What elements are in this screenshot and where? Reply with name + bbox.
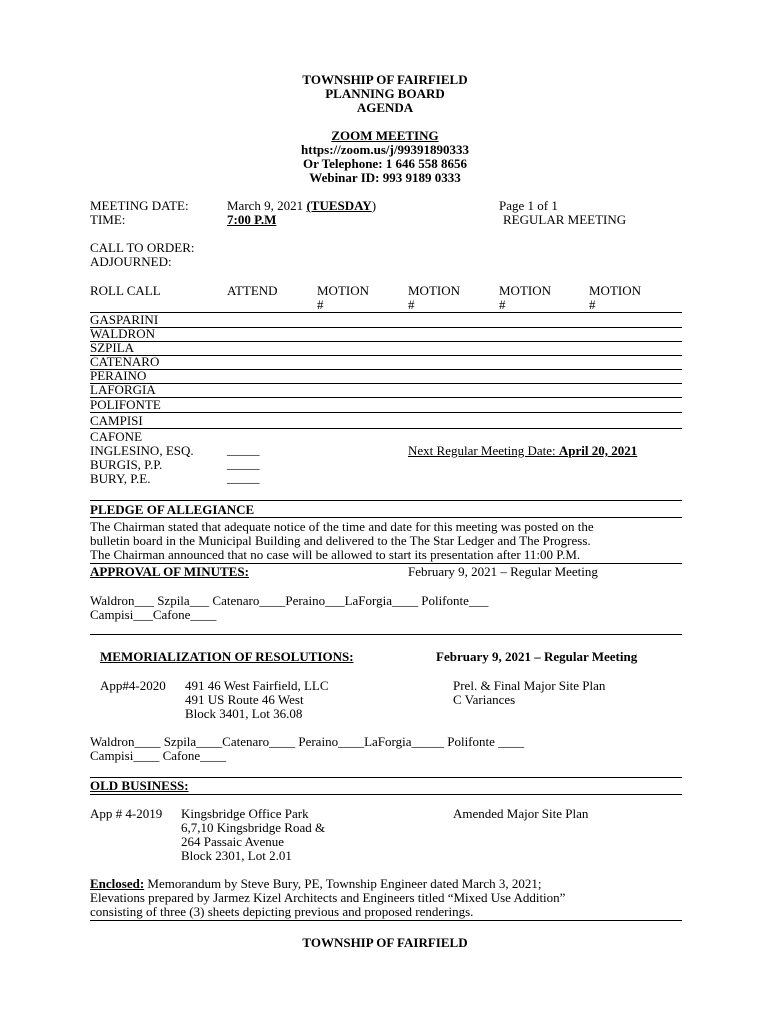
pledge-text-2: bulletin board in the Municipal Building and delivered to the The Star Ledger and The Progress.	[90, 533, 591, 548]
attend-blank-burgis: _____	[227, 456, 260, 471]
rule-row	[90, 369, 682, 370]
roll-call-label: ROLL CALL	[90, 283, 161, 298]
member-peraino: PERAINO	[90, 368, 147, 383]
page-number: Page 1 of 1	[499, 198, 558, 213]
old-business-address-1: 6,7,10 Kingsbridge Road &	[181, 820, 326, 835]
attend-blank-inglesino: _____	[227, 442, 260, 457]
enclosed-line-2: Elevations prepared by Jarmez Kizel Architects and Engineers titled “Mixed Use Addition”	[90, 890, 566, 905]
board-title: PLANNING BOARD	[325, 86, 445, 101]
memorialization-app-no: App#4-2020	[100, 678, 166, 693]
rule-row	[90, 355, 682, 356]
member-campisi: CAMPISI	[90, 413, 143, 428]
old-business-address-2: 264 Passaic Avenue	[181, 834, 285, 849]
motion-hash-2: #	[408, 297, 415, 312]
member-gasparini: GASPARINI	[90, 312, 159, 327]
adjourned: ADJOURNED:	[90, 254, 172, 269]
attend-blank-bury: _____	[227, 470, 260, 485]
minutes-vote-2: Campisi___Cafone____	[90, 607, 217, 622]
attend-header: ATTEND	[227, 283, 278, 298]
rule-memorialization	[90, 634, 682, 635]
motion-hash-1: #	[317, 297, 324, 312]
rule-row	[90, 412, 682, 413]
rule-pledge-under	[90, 517, 682, 518]
professional-bury: BURY, P.E.	[90, 471, 151, 486]
enclosed-label: Enclosed:	[90, 876, 145, 891]
motion-header-1: MOTION	[317, 283, 369, 298]
pledge-text-3: The Chairman announced that no case will be allowed to start its presentation after 11:00 P.M.	[90, 547, 581, 562]
memorialization-desc-1: Prel. & Final Major Site Plan	[453, 678, 606, 693]
pledge-title: PLEDGE OF ALLEGIANCE	[90, 502, 255, 517]
motion-hash-3: #	[499, 297, 506, 312]
footer-title: TOWNSHIP OF FAIRFIELD	[302, 935, 468, 950]
minutes-vote-1: Waldron___ Szpila___ Catenaro____Peraino___LaForgia____ Polifonte___	[90, 593, 489, 608]
webinar-id: Webinar ID: 993 9189 0333	[309, 170, 461, 185]
old-business-block-lot: Block 2301, Lot 2.01	[181, 848, 292, 863]
zoom-url[interactable]: https://zoom.us/j/99391890333	[301, 142, 469, 157]
memorialization-title: MEMORIALIZATION OF RESOLUTIONS:	[100, 649, 354, 664]
member-cafone: CAFONE	[90, 429, 143, 444]
professional-burgis: BURGIS, P.P.	[90, 457, 163, 472]
member-laforgia: LAFORGIA	[90, 382, 156, 397]
motion-header-3: MOTION	[499, 283, 551, 298]
zoom-title: ZOOM MEETING	[331, 128, 439, 143]
memorialization-block-lot: Block 3401, Lot 36.08	[185, 706, 303, 721]
rule-row	[90, 383, 682, 384]
meeting-date-label: MEETING DATE:	[90, 198, 189, 213]
telephone: Or Telephone: 1 646 558 8656	[302, 156, 468, 171]
meeting-date-value: March 9, 2021 (TUESDAY)	[227, 198, 377, 213]
rule-roll-top	[90, 312, 682, 313]
rule-row	[90, 397, 682, 398]
motion-hash-4: #	[589, 297, 596, 312]
rule-footer	[90, 920, 682, 921]
minutes-title: APPROVAL OF MINUTES:	[90, 564, 249, 579]
memorialization-applicant: 491 46 West Fairfield, LLC	[185, 678, 329, 693]
member-waldron: WALDRON	[90, 326, 155, 341]
meeting-day: (TUESDAY	[306, 198, 372, 213]
enclosed-line-1: Enclosed: Memorandum by Steve Bury, PE, Township Engineer dated March 3, 2021;	[90, 876, 542, 891]
old-business-applicant: Kingsbridge Office Park	[181, 806, 309, 821]
rule-row	[90, 341, 682, 342]
memorialization-date: February 9, 2021 – Regular Meeting	[436, 649, 638, 664]
rule-row	[90, 428, 682, 429]
rule-pledge	[90, 500, 682, 501]
call-to-order: CALL TO ORDER:	[90, 240, 195, 255]
township-title: TOWNSHIP OF FAIRFIELD	[302, 72, 468, 87]
old-business-desc: Amended Major Site Plan	[453, 806, 589, 821]
minutes-date: February 9, 2021 – Regular Meeting	[408, 564, 598, 579]
time-value: 7:00 P.M	[227, 212, 277, 227]
memorialization-vote-1: Waldron____ Szpila____Catenaro____ Peraino____LaForgia_____ Polifonte ____	[90, 734, 525, 749]
next-meeting-date: April 20, 2021	[558, 443, 638, 458]
enclosed-line-3: consisting of three (3) sheets depicting previous and proposed renderings.	[90, 904, 474, 919]
member-polifonte: POLIFONTE	[90, 397, 161, 412]
next-meeting: Next Regular Meeting Date: April 20, 2021	[408, 443, 638, 458]
rule-old-business-under	[90, 794, 682, 795]
memorialization-desc-2: C Variances	[453, 692, 516, 707]
old-business-app-no: App # 4-2019	[90, 806, 163, 821]
professional-inglesino: INGLESINO, ESQ.	[90, 443, 194, 458]
meeting-type: REGULAR MEETING	[503, 212, 627, 227]
time-label: TIME:	[90, 212, 126, 227]
rule-row	[90, 327, 682, 328]
member-szpila: SZPILA	[90, 340, 135, 355]
pledge-text-1: The Chairman stated that adequate notice of the time and date for this meeting was posted on the	[90, 519, 594, 534]
member-catenaro: CATENARO	[90, 354, 160, 369]
motion-header-4: MOTION	[589, 283, 641, 298]
old-business-title: OLD BUSINESS:	[90, 778, 189, 793]
agenda-title: AGENDA	[356, 100, 414, 115]
memorialization-vote-2: Campisi____ Cafone____	[90, 748, 227, 763]
memorialization-address: 491 US Route 46 West	[185, 692, 304, 707]
motion-header-2: MOTION	[408, 283, 460, 298]
